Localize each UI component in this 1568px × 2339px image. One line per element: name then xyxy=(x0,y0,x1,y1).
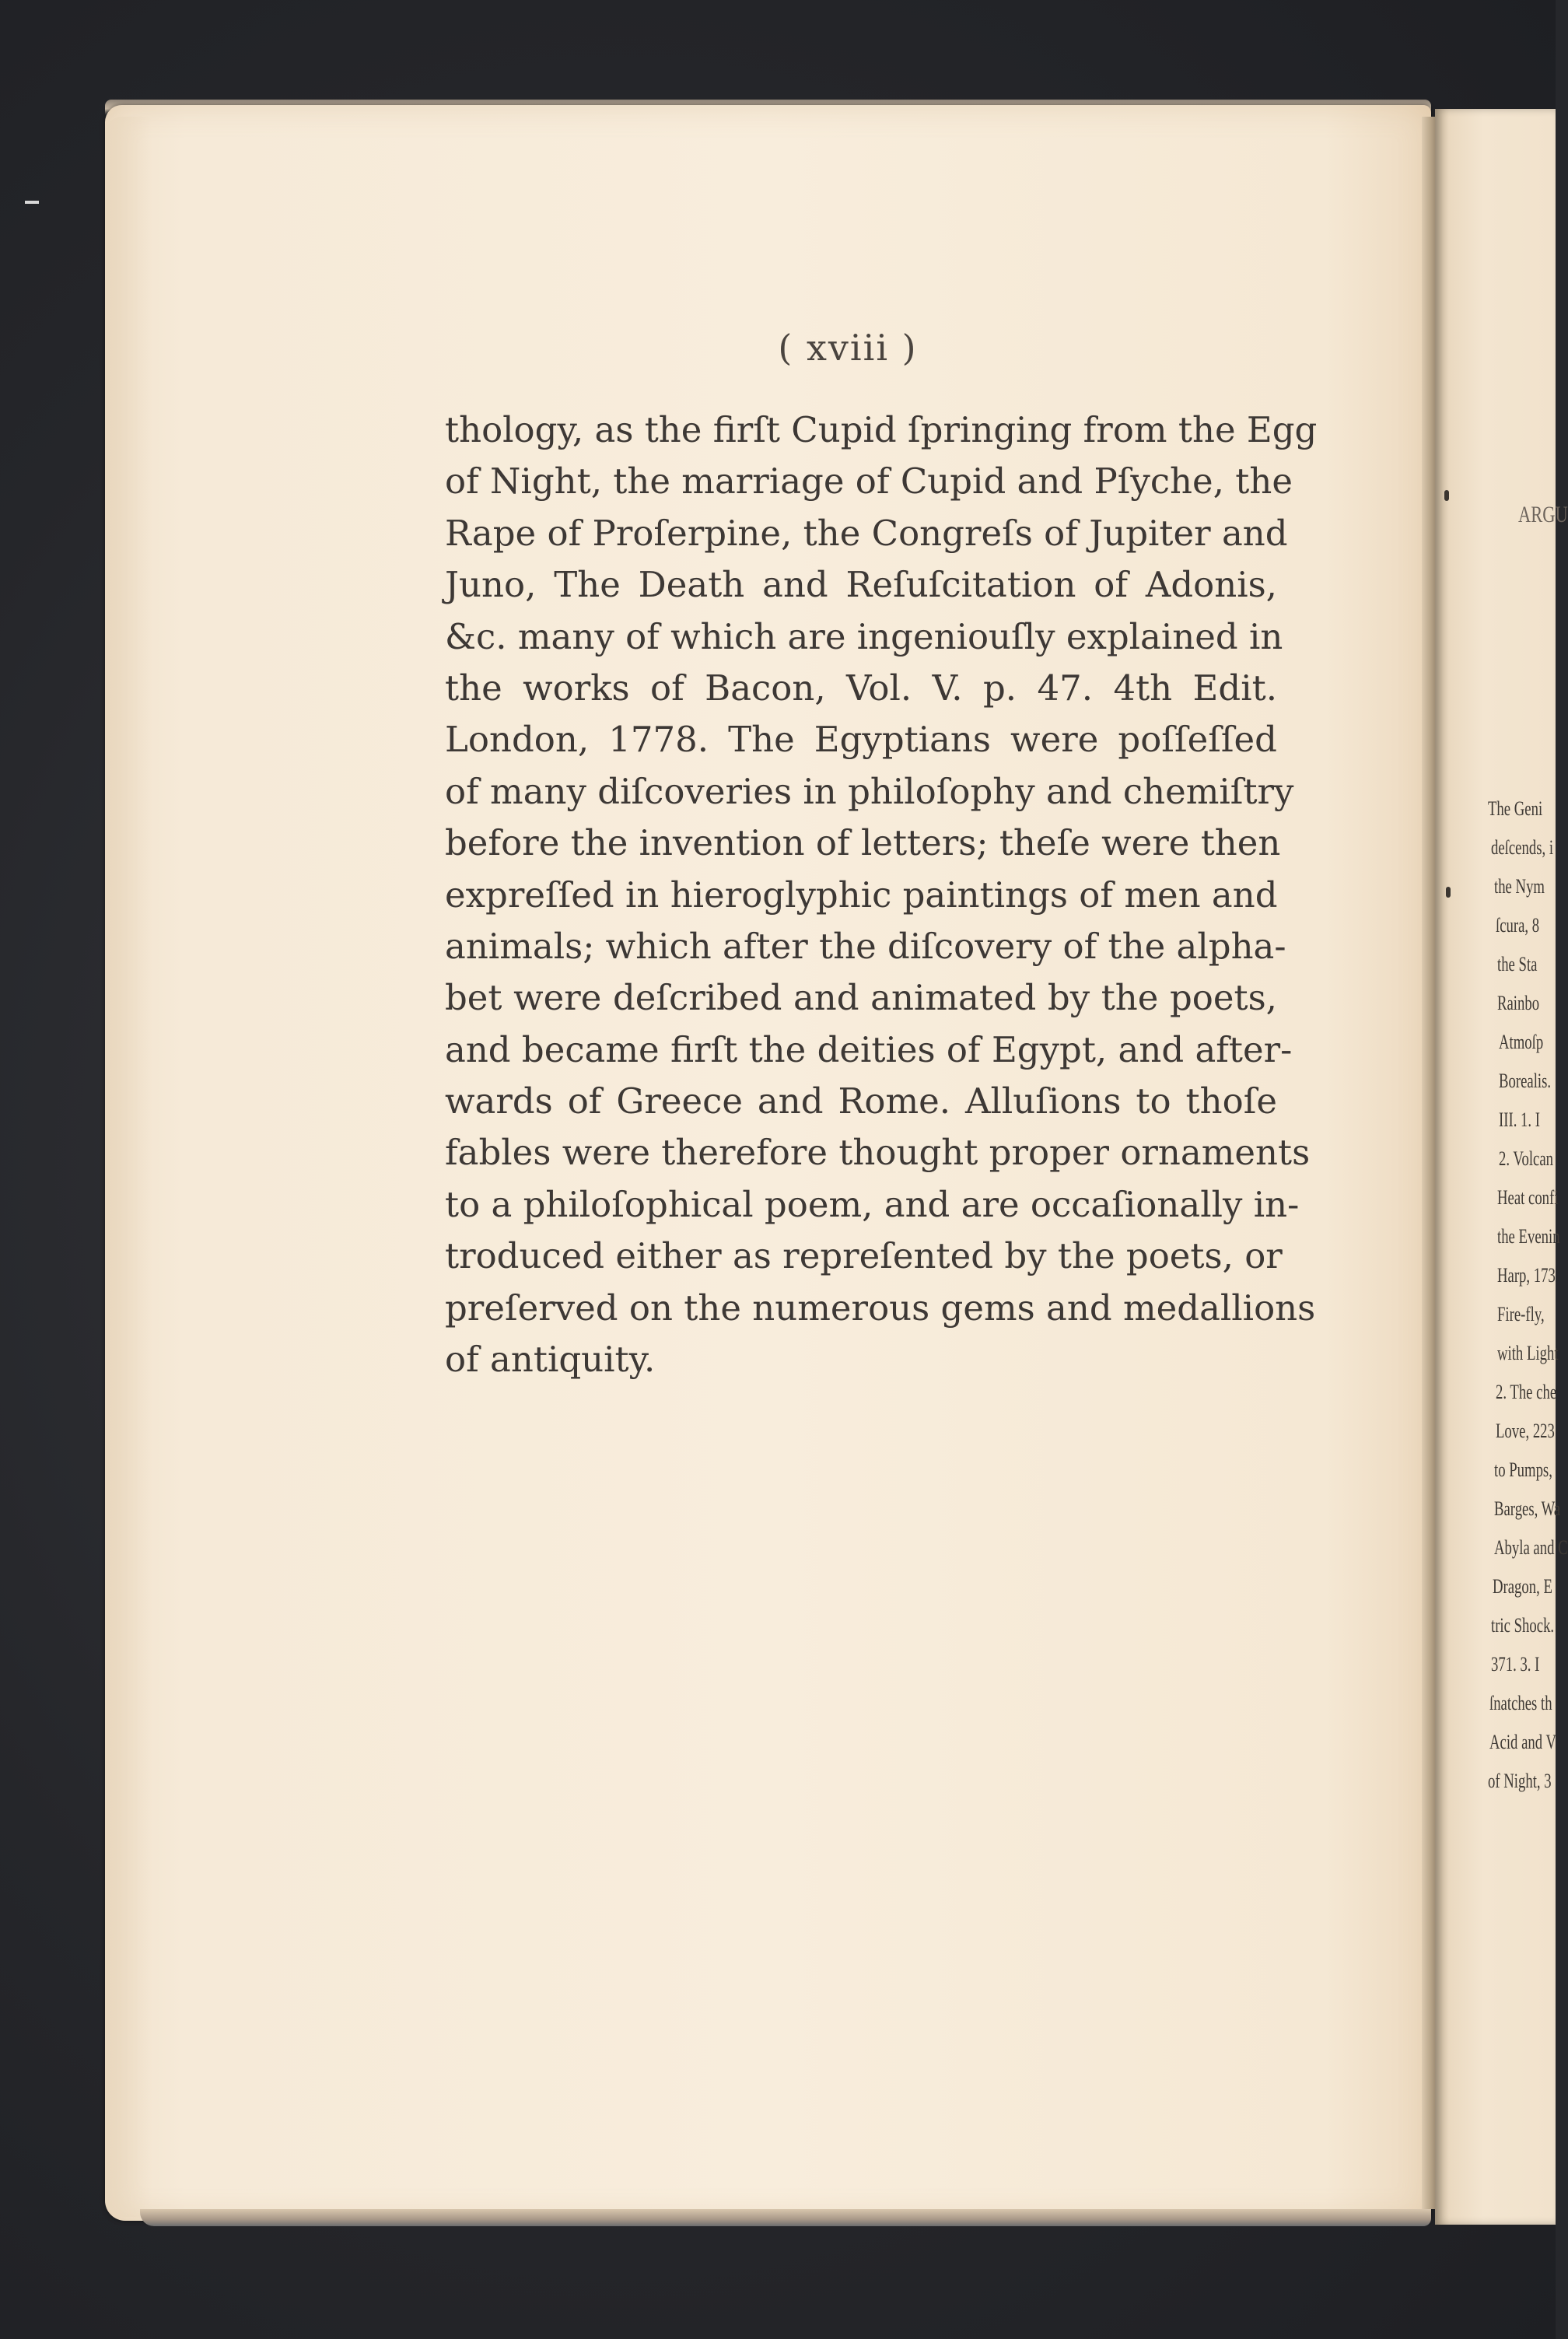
facing-page-line: III. 1. I xyxy=(1499,1108,1541,1131)
page-number-header: ( xviii ) xyxy=(778,327,918,369)
text-line: wards of Greece and Rome. Alluſions to thoſe xyxy=(445,1080,1277,1122)
page-left-edge xyxy=(105,117,152,2217)
facing-page-line: Dragon, E xyxy=(1493,1575,1552,1598)
text-line: the works of Bacon, Vol. V. p. 47. 4th Edit. xyxy=(445,667,1277,709)
facing-page-line: Acid and V xyxy=(1489,1731,1556,1753)
facing-page-line: ſcura, 8 xyxy=(1496,914,1540,937)
text-line: of antiquity. xyxy=(445,1339,656,1381)
text-line: thology, as the firſt Cupid ſpringing from the Egg xyxy=(445,409,1318,450)
page-text-block xyxy=(445,404,1318,1385)
facing-page-line: The Geni xyxy=(1488,797,1543,820)
edge-mark xyxy=(25,201,39,204)
facing-page-line: Borealis. xyxy=(1499,1070,1552,1092)
facing-page-line: deſcends, i xyxy=(1491,836,1554,859)
facing-page-line: 2. The che xyxy=(1496,1381,1557,1403)
facing-page-line: with Light xyxy=(1497,1342,1559,1364)
facing-page-line: Fire-fly, xyxy=(1497,1303,1545,1325)
page-mark xyxy=(1444,490,1449,501)
text-line: of Night, the marriage of Cupid and Pſyche, the xyxy=(445,460,1293,502)
facing-page-line: 371. 3. I xyxy=(1491,1653,1540,1675)
facing-page-line: Abyla and C xyxy=(1494,1536,1568,1559)
text-line: Juno, The Death and Reſuſcitation of Adonis, xyxy=(445,564,1277,606)
facing-page-header: ARGU xyxy=(1518,502,1568,527)
facing-page-line: Harp, 173 xyxy=(1497,1264,1556,1287)
facing-page-line: Heat confi xyxy=(1497,1186,1559,1209)
facing-page-line: Barges, Wa xyxy=(1494,1497,1561,1520)
text-line: animals; which after the diſcovery of the alpha- xyxy=(445,925,1286,967)
text-line: of many diſcoveries in philoſophy and chemiſtry xyxy=(445,770,1294,812)
facing-page-line: Love, 223 xyxy=(1496,1420,1555,1442)
text-line: to a philoſophical poem, and are occaſionally in- xyxy=(445,1183,1300,1225)
book-page-right xyxy=(1435,109,1568,2225)
facing-page-line: the Evenin xyxy=(1497,1225,1560,1248)
text-line: fables were therefore thought proper ornaments xyxy=(445,1132,1311,1174)
text-line: and became firſt the deities of Egypt, and after- xyxy=(445,1028,1293,1070)
text-line: before the invention of letters; theſe were then xyxy=(445,822,1281,864)
facing-page-line: 2. Volcan xyxy=(1499,1147,1554,1170)
facing-page-line: Atmoſp xyxy=(1499,1031,1544,1053)
facing-page-line: Rainbo xyxy=(1497,992,1540,1014)
facing-page-line: the Nym xyxy=(1494,875,1545,898)
text-line: troduced either as repreſented by the poets, or xyxy=(445,1235,1283,1277)
page-mark xyxy=(1446,887,1451,898)
text-line: bet were deſcribed and animated by the poets, xyxy=(445,977,1277,1019)
page-bottom-edge xyxy=(140,2209,1431,2226)
text-line: London, 1778. The Egyptians were poſſeſſed xyxy=(445,719,1277,761)
facing-page-line: the Sta xyxy=(1497,953,1538,975)
facing-page-line: of Night, 3 xyxy=(1488,1770,1552,1792)
text-line: &c. many of which are ingeniouſly explained in xyxy=(445,615,1283,657)
text-line: preſerved on the numerous gems and medallions xyxy=(445,1287,1316,1329)
facing-page-line: ſnatches th xyxy=(1489,1692,1552,1714)
facing-page-line: to Pumps, xyxy=(1494,1458,1552,1481)
text-line: Rape of Proſerpine, the Congreſs of Jupiter and xyxy=(445,512,1288,554)
text-line: expreſſed in hieroglyphic paintings of men and xyxy=(445,874,1278,916)
facing-page-line: tric Shock. xyxy=(1491,1614,1555,1637)
